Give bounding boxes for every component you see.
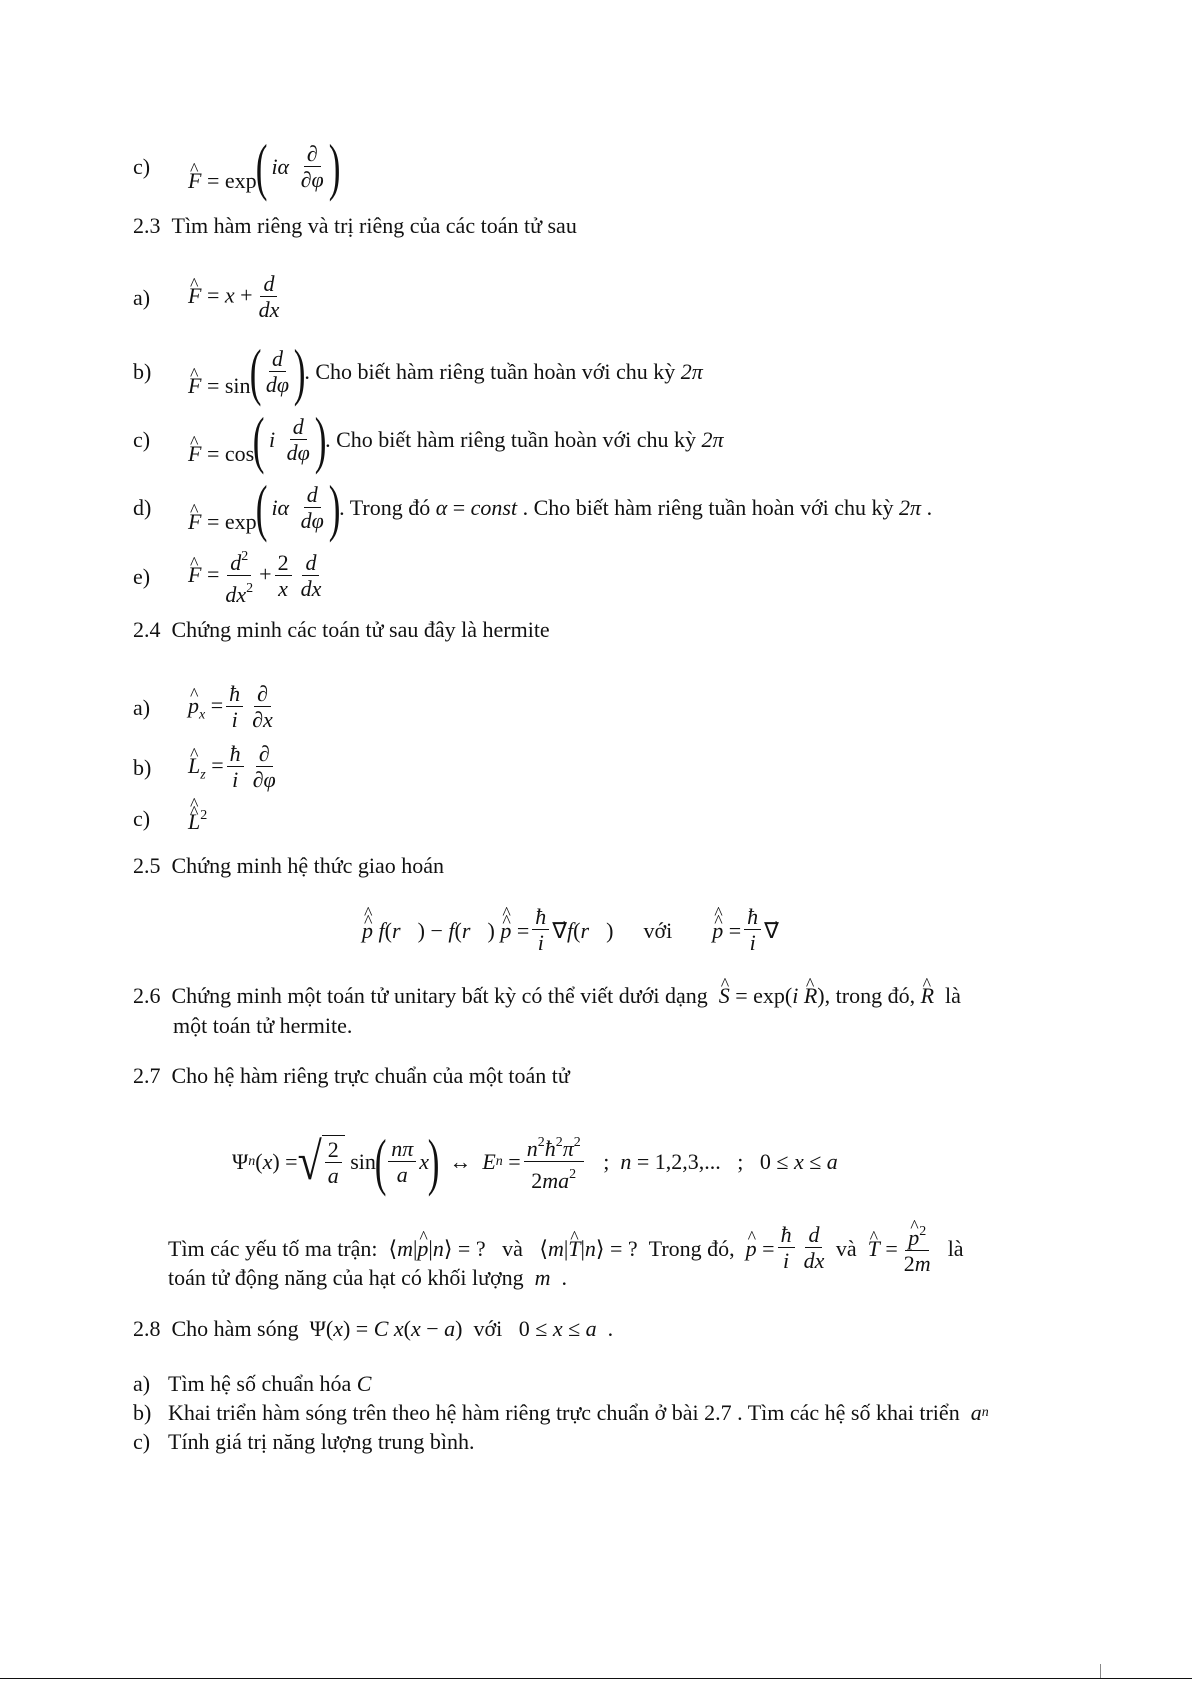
problem-text-2: , trong đó, [824, 983, 916, 1008]
problem-2-5-heading [133, 852, 444, 880]
trongdo-text: Trong đó, [648, 1235, 735, 1261]
item-text: Tìm hệ số chuẩn hóa [168, 1371, 352, 1396]
problem-number: 2.5 [133, 853, 161, 878]
item-2-3-a [133, 272, 285, 323]
item-text: Khai triển hàm sóng trên theo hệ hàm riêng trực chuẩn ở bài 2.7 . Tìm các hệ số khai triển [168, 1400, 960, 1425]
note-text-2: . Cho biết hàm riêng tuần hoàn với chu kỳ [522, 495, 894, 520]
problem-2-8-heading: 2.8 Cho hàm sóng Ψ( x ) = C x ( x − a ) với 0 ≤ x ≤ a . [133, 1316, 614, 1341]
find-text: Tìm các yếu tố ma trận: [168, 1235, 378, 1261]
problem-2-6-line2 [173, 1012, 352, 1040]
problem-text-4: một toán tử hermite. [173, 1013, 353, 1038]
equation: ^ F = exp ( iα $\frac{d}{d\varphi}$ ) [188, 476, 339, 540]
item-label: b) [133, 1400, 152, 1425]
eigenfunction-equation: Ψ n ( x ) = √ $\frac{2}{a}$ sin ( $\frac{n\pi}{a}$ x ) ↔ E n = $\frac{n^2ħ^2\pi^2}{2ma^2}$ ; n = 1,2,3,... ; 0 ≤ x ≤ a [232, 1126, 838, 1197]
item-2-4-c [133, 802, 207, 836]
item-text: Tính giá trị năng lượng trung bình. [168, 1429, 475, 1454]
voi-text: với [473, 1316, 503, 1341]
item-2-4-b [133, 742, 282, 793]
voi-text: với [643, 917, 673, 943]
commutator-equation: ^ p ^ f ( r⃗ ) − f ( r⃗ ) ^ p ^ = $\frac{ħ}{i}$ ∇⃗ f ( r⃗ ) với ^ p ^ = $\frac{ħ}{i}$ ∇⃗ [362, 905, 779, 956]
problem-2-7-task-line2: toán tử động năng của hạt có khối lượng m . [168, 1265, 568, 1290]
item-label: c) [133, 154, 151, 179]
problem-number: 2.4 [133, 617, 161, 642]
problem-text: Tìm hàm riêng và trị riêng của các toán tử sau [171, 213, 577, 238]
problem-number: 2.8 [133, 1316, 161, 1341]
problem-2-7-heading [133, 1062, 570, 1090]
problem-number: 2.7 [133, 1063, 161, 1088]
item-2-8-a: a) Tìm hệ số chuẩn hóa C [133, 1371, 372, 1396]
equation: ^ F = cos ( i $\frac{d}{d\varphi}$ ) [188, 408, 325, 472]
note-text: . Cho biết hàm riêng tuần hoàn với chu kỳ [304, 359, 676, 384]
item-2-4-a [133, 682, 279, 733]
task-text: toán tử động năng của hạt có khối lượng [168, 1265, 524, 1290]
problem-text: Cho hệ hàm riêng trực chuẩn của một toán tử [171, 1063, 570, 1088]
item-2-3-e [133, 545, 327, 608]
problem-2-4-heading [133, 616, 550, 644]
problem-2-3-heading [133, 212, 577, 240]
equation: ^ F = exp ( iα $\frac{\partial}{\partial\varphi}$ ) [188, 135, 339, 199]
item-2-3-c: c) ^ F = cos ( i $\frac{d}{d\varphi}$ ) . Cho biết hàm riêng tuần hoàn với chu kỳ 2π [133, 408, 724, 472]
note-text-1: . Trong đó [339, 495, 431, 520]
problem-number: 2.3 [133, 213, 161, 238]
problem-text: Chứng minh các toán tử sau đây là hermite [171, 617, 550, 642]
note-text: . Cho biết hàm riêng tuần hoàn với chu kỳ [325, 427, 697, 452]
item-2-3-d: d) ^ F = exp ( iα $\frac{d}{d\varphi}$ ) . Trong đó α = const . Cho biết hàm riêng tuần hoàn với chu kỳ 2π . [133, 476, 932, 540]
equation: ^ $L_z$ = $\frac{ħ}{i}$ $\frac{\partial}{\partial\varphi}$ [188, 742, 282, 793]
item-2-3-b: b) ^ F = sin ( $\frac{d}{d\varphi}$ ) . Cho biết hàm riêng tuần hoàn với chu kỳ 2π [133, 340, 703, 404]
problem-text-3: là [945, 983, 961, 1008]
item-label: c) [133, 1429, 151, 1454]
problem-2-7-task: Tìm các yếu tố ma trận: ⟨ m | ^ p | n ⟩ = ? và ⟨ m | ^ T | n ⟩ = ? Trong đó, ^ p = $\frac{ħ}{i}$ $\frac{d}{dx}$ và ^ T = ^ $\frac{p^2}{2m}$ là [168, 1220, 964, 1277]
item-label: b) [133, 754, 152, 780]
page-corner-mark [1100, 1664, 1101, 1678]
la-text: là [947, 1235, 964, 1261]
item-label: c) [133, 427, 151, 452]
item-label: a) [133, 284, 151, 310]
item-label: a) [133, 694, 151, 720]
item-2-8-c [133, 1428, 474, 1456]
problem-text: Cho hàm sóng [171, 1316, 299, 1341]
va-text-2: và [835, 1235, 857, 1261]
item-2-8-b: b) Khai triển hàm sóng trên theo hệ hàm riêng trực chuẩn ở bài 2.7 . Tìm các hệ số khai triển a n [133, 1400, 989, 1425]
equation: ^ F = sin ( $\frac{d}{d\varphi}$ ) [188, 340, 304, 404]
problem-text: Chứng minh hệ thức giao hoán [171, 853, 445, 878]
item-c-top [133, 131, 341, 202]
problem-2-6-line1: 2.6 Chứng minh một toán tử unitary bất kỳ có thể viết dưới dạng ^ S = exp( i ^ R ) , trong đó, ^ R là [133, 982, 961, 1010]
item-label: a) [133, 1371, 151, 1396]
item-label: c) [133, 806, 151, 831]
equation: ^ F = $\frac{d^2}{dx^2}$ + $\frac{2}{x}$ $\frac{d}{dx}$ [188, 545, 327, 608]
item-label: d) [133, 495, 152, 520]
page-bottom-rule [0, 1678, 1192, 1679]
equation: ^ $p_x$ = $\frac{ħ}{i}$ $\frac{\partial}{\partial x}$ [188, 682, 279, 733]
equation: ^ F = x + $\frac{d}{dx}$ [188, 272, 285, 323]
problem-text: Chứng minh một toán tử unitary bất kỳ có thể viết dưới dạng [171, 983, 708, 1008]
equation: ^ L ^$^2$ [188, 802, 207, 836]
problem-number: 2.6 [133, 983, 161, 1008]
item-label: b) [133, 359, 152, 384]
va-text: và [502, 1235, 523, 1261]
item-label: e) [133, 563, 151, 589]
